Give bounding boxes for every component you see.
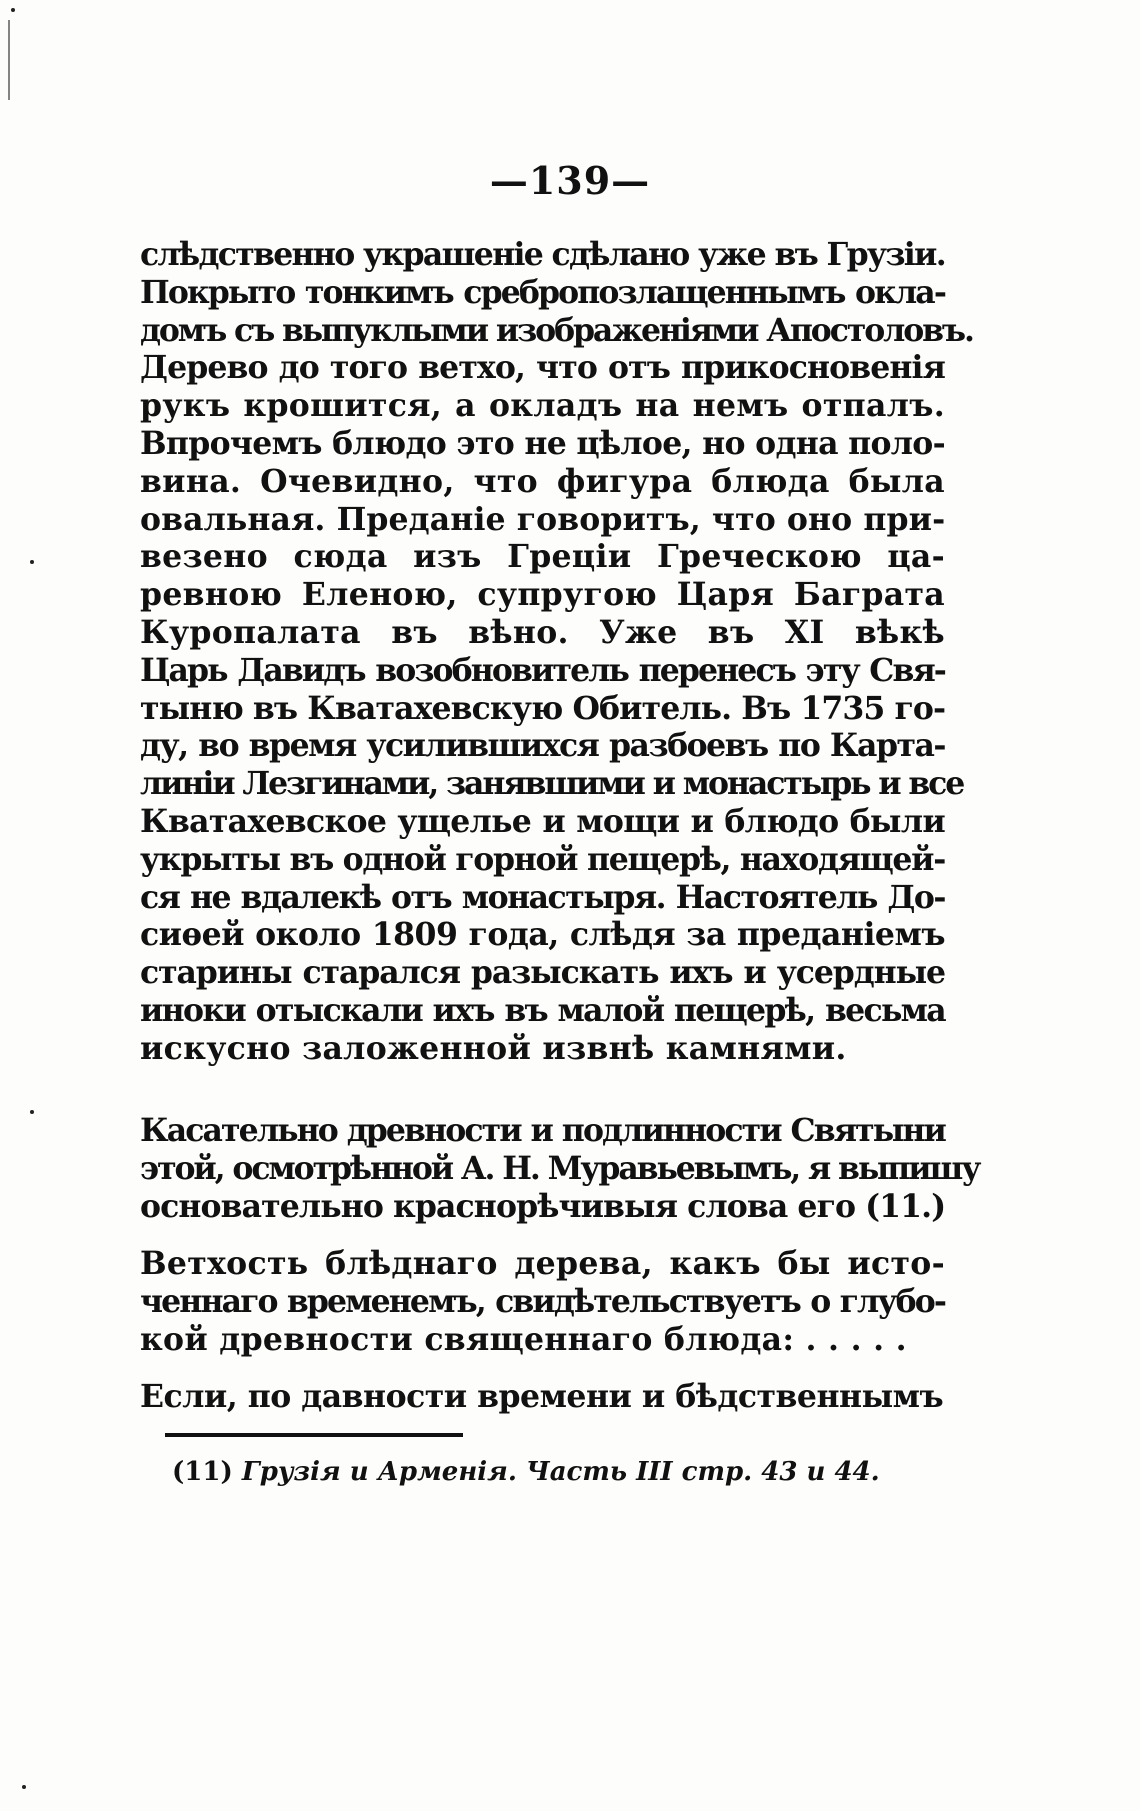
text-line: кой древности священнаго блюда: . . . . . [140, 1320, 907, 1358]
text-line: Царь Давидъ возобновитель перенесъ эту Свя- [140, 651, 945, 689]
text-line: Если, по давности времени и бѣдственнымъ [140, 1378, 944, 1415]
text-line: вина. Очевидно, что фигура блюда была [140, 462, 945, 500]
text-line: этой, осмотрѣнной А. Н. Муравьевымъ, я выпишу [140, 1149, 980, 1187]
text-line: ду, во время усилившихся разбоевъ по Карта- [140, 727, 945, 765]
paragraph-quote-intro [140, 1112, 980, 1225]
paragraph-main [140, 236, 973, 1068]
print-speck [30, 560, 34, 564]
text-line: линіи Лезгинами, занявшими и монастырь и все [140, 765, 964, 803]
text-line: старины старался разыскать ихъ и усердные [140, 954, 945, 992]
text-line: основательно краснорѣчивыя слова его (11.) [140, 1187, 946, 1225]
text-line: овальная. Преданіе говоритъ, что оно при- [140, 500, 946, 538]
text-line: укрыты въ одной горной пещерѣ, находящей- [140, 840, 945, 878]
text-line: ревною Еленою, супругою Царя Баграта [140, 576, 945, 614]
print-speck [30, 1110, 34, 1114]
text-line: ченнаго временемъ, свидѣтельствуетъ о глубо- [140, 1282, 945, 1320]
page-edge-mark [8, 20, 10, 100]
footnote-text: Грузія и Арменія. Часть III стр. 43 и 44. [241, 1457, 880, 1487]
text-line: сиѳей около 1809 года, слѣдя за преданіемъ [140, 916, 945, 954]
text-line: иноки отыскали ихъ въ малой пещерѣ, весьма [140, 991, 945, 1029]
text-line: искусно заложенной извнѣ камнями. [140, 1029, 847, 1067]
text-line: Впрочемъ блюдо это не цѣлое, но одна поло- [140, 424, 945, 462]
print-speck [11, 8, 15, 12]
text-line: Дерево до того ветхо, что отъ прикосновенія [140, 349, 945, 387]
text-line: везено сюда изъ Греціи Греческою ца- [140, 538, 945, 576]
text-line: тыню въ Кватахевскую Обитель. Въ 1735 го- [140, 689, 946, 727]
paragraph-quote [140, 1245, 945, 1358]
text-line: рукъ крошится, а окладъ на немъ отпалъ. [140, 387, 945, 425]
page-number: —139— [489, 158, 651, 203]
text-line: домъ съ выпуклыми изображеніями Апостоловъ. [140, 311, 973, 349]
text-line: Ветхость блѣднаго дерева, какъ бы исто- [140, 1245, 945, 1282]
footnote-separator [165, 1433, 463, 1437]
text-line: Куропалата въ вѣно. Уже въ XI вѣкѣ [140, 613, 945, 651]
text-line: Покрыто тонкимъ сребропозлащеннымъ окла- [140, 273, 945, 311]
paragraph-continuation [140, 1378, 945, 1416]
print-speck [22, 1785, 26, 1789]
text-line: Касательно древности и подлинности Святыни [140, 1112, 945, 1149]
footnote [172, 1455, 972, 1489]
text-line: слѣдственно украшеніе сдѣлано уже въ Грузіи. [140, 236, 945, 273]
text-line: ся не вдалекѣ отъ монастыря. Настоятель До- [140, 878, 945, 916]
text-line: Кватахевское ущелье и мощи и блюдо были [140, 802, 945, 840]
footnote-mark: (11) [172, 1457, 233, 1487]
